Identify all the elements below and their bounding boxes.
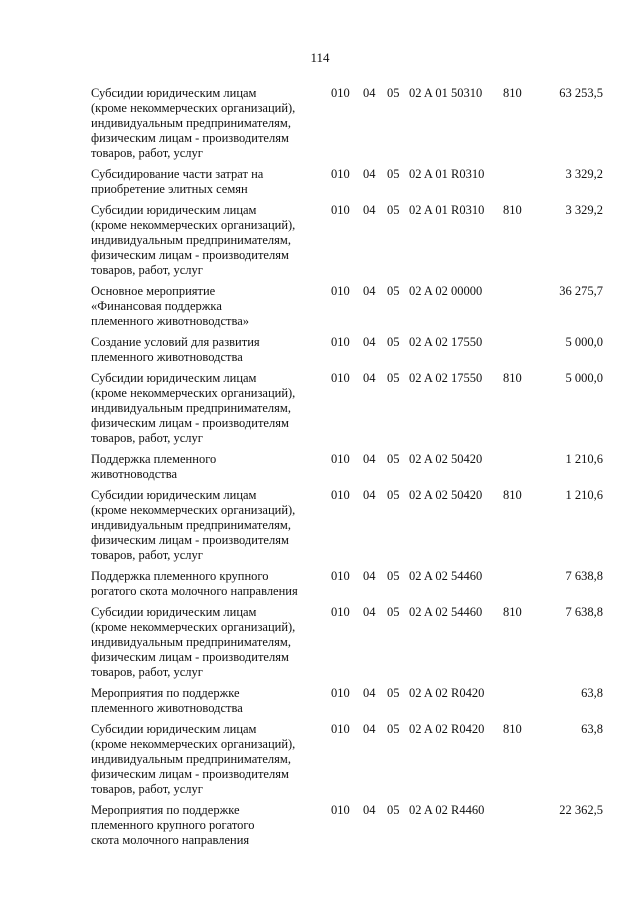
expense-type-code: 810 [503, 371, 522, 385]
section-code: 04 [363, 335, 376, 349]
expense-name: Субсидии юридическим лицам (кроме некоммерческих организаций), индивидуальным предпринимателям, физическим лицам - производителям товаров, работ, услуг [91, 371, 296, 445]
grbs-code: 010 [331, 569, 350, 583]
amount: 1 210,6 [565, 452, 603, 466]
subsection-code: 05 [387, 569, 400, 583]
budget-table [91, 86, 611, 854]
table-row [91, 686, 611, 716]
expense-name: Субсидии юридическим лицам (кроме некоммерческих организаций), индивидуальным предпринимателям, физическим лицам - производителям товаров, работ, услуг [91, 86, 296, 160]
expense-type-code: 810 [503, 605, 522, 619]
target-article-code: 02 A 02 R4460 [409, 803, 485, 817]
section-code: 04 [363, 569, 376, 583]
grbs-code: 010 [331, 284, 350, 298]
target-article-code: 02 A 02 50420 [409, 452, 483, 466]
section-code: 04 [363, 686, 376, 700]
subsection-code: 05 [387, 803, 400, 817]
grbs-code: 010 [331, 203, 350, 217]
subsection-code: 05 [387, 335, 400, 349]
expense-type-code: 810 [503, 488, 522, 502]
expense-name: Поддержка племенного крупного рогатого скота молочного направления [91, 569, 298, 598]
grbs-code: 010 [331, 335, 350, 349]
grbs-code: 010 [331, 803, 350, 817]
table-row [91, 722, 611, 797]
subsection-code: 05 [387, 488, 400, 502]
target-article-code: 02 A 02 00000 [409, 284, 483, 298]
expense-type-code: 810 [503, 203, 522, 217]
section-code: 04 [363, 284, 376, 298]
subsection-code: 05 [387, 686, 400, 700]
amount: 5 000,0 [565, 335, 603, 349]
table-row [91, 335, 611, 365]
page-number: 114 [310, 50, 330, 65]
expense-name: Субсидии юридическим лицам (кроме некоммерческих организаций), индивидуальным предпринимателям, физическим лицам - производителям товаров, работ, услуг [91, 203, 296, 277]
amount: 63,8 [581, 686, 603, 700]
section-code: 04 [363, 803, 376, 817]
subsection-code: 05 [387, 452, 400, 466]
section-code: 04 [363, 203, 376, 217]
subsection-code: 05 [387, 167, 400, 181]
amount: 22 362,5 [559, 803, 603, 817]
target-article-code: 02 A 02 50420 [409, 488, 483, 502]
expense-name: Субсидирование части затрат на приобретение элитных семян [91, 167, 264, 196]
target-article-code: 02 A 01 R0310 [409, 167, 485, 181]
target-article-code: 02 A 02 17550 [409, 335, 483, 349]
subsection-code: 05 [387, 722, 400, 736]
section-code: 04 [363, 86, 376, 100]
table-row [91, 605, 611, 680]
section-code: 04 [363, 605, 376, 619]
grbs-code: 010 [331, 488, 350, 502]
section-code: 04 [363, 722, 376, 736]
target-article-code: 02 A 02 R0420 [409, 722, 485, 736]
target-article-code: 02 A 02 17550 [409, 371, 483, 385]
amount: 1 210,6 [565, 488, 603, 502]
amount: 7 638,8 [565, 605, 603, 619]
grbs-code: 010 [331, 452, 350, 466]
section-code: 04 [363, 452, 376, 466]
expense-name: Основное мероприятие «Финансовая поддержка племенного животноводства» [91, 284, 249, 328]
table-row [91, 488, 611, 563]
expense-name: Субсидии юридическим лицам (кроме некоммерческих организаций), индивидуальным предпринимателям, физическим лицам - производителям товаров, работ, услуг [91, 605, 296, 679]
amount: 3 329,2 [565, 167, 603, 181]
target-article-code: 02 A 02 R0420 [409, 686, 485, 700]
grbs-code: 010 [331, 167, 350, 181]
amount: 36 275,7 [559, 284, 603, 298]
section-code: 04 [363, 488, 376, 502]
target-article-code: 02 A 01 50310 [409, 86, 483, 100]
expense-name: Субсидии юридическим лицам (кроме некоммерческих организаций), индивидуальным предпринимателям, физическим лицам - производителям товаров, работ, услуг [91, 722, 296, 796]
table-row [91, 203, 611, 278]
table-row [91, 452, 611, 482]
expense-name: Субсидии юридическим лицам (кроме некоммерческих организаций), индивидуальным предпринимателям, физическим лицам - производителям товаров, работ, услуг [91, 488, 296, 562]
expense-name: Поддержка племенного животноводства [91, 452, 217, 481]
subsection-code: 05 [387, 284, 400, 298]
expense-type-code: 810 [503, 722, 522, 736]
expense-name: Мероприятия по поддержке племенного животноводства [91, 686, 243, 715]
amount: 5 000,0 [565, 371, 603, 385]
table-row [91, 86, 611, 161]
section-code: 04 [363, 371, 376, 385]
expense-type-code: 810 [503, 86, 522, 100]
grbs-code: 010 [331, 686, 350, 700]
grbs-code: 010 [331, 722, 350, 736]
subsection-code: 05 [387, 605, 400, 619]
grbs-code: 010 [331, 605, 350, 619]
subsection-code: 05 [387, 371, 400, 385]
grbs-code: 010 [331, 371, 350, 385]
target-article-code: 02 A 01 R0310 [409, 203, 485, 217]
table-row [91, 167, 611, 197]
target-article-code: 02 A 02 54460 [409, 569, 483, 583]
grbs-code: 010 [331, 86, 350, 100]
table-row [91, 371, 611, 446]
amount: 3 329,2 [565, 203, 603, 217]
amount: 7 638,8 [565, 569, 603, 583]
table-row [91, 284, 611, 329]
target-article-code: 02 A 02 54460 [409, 605, 483, 619]
amount: 63 253,5 [559, 86, 603, 100]
amount: 63,8 [581, 722, 603, 736]
subsection-code: 05 [387, 86, 400, 100]
subsection-code: 05 [387, 203, 400, 217]
table-row [91, 803, 611, 848]
expense-name: Мероприятия по поддержке племенного крупного рогатого скота молочного направления [91, 803, 255, 847]
section-code: 04 [363, 167, 376, 181]
table-row [91, 569, 611, 599]
expense-name: Создание условий для развития племенного животноводства [91, 335, 260, 364]
